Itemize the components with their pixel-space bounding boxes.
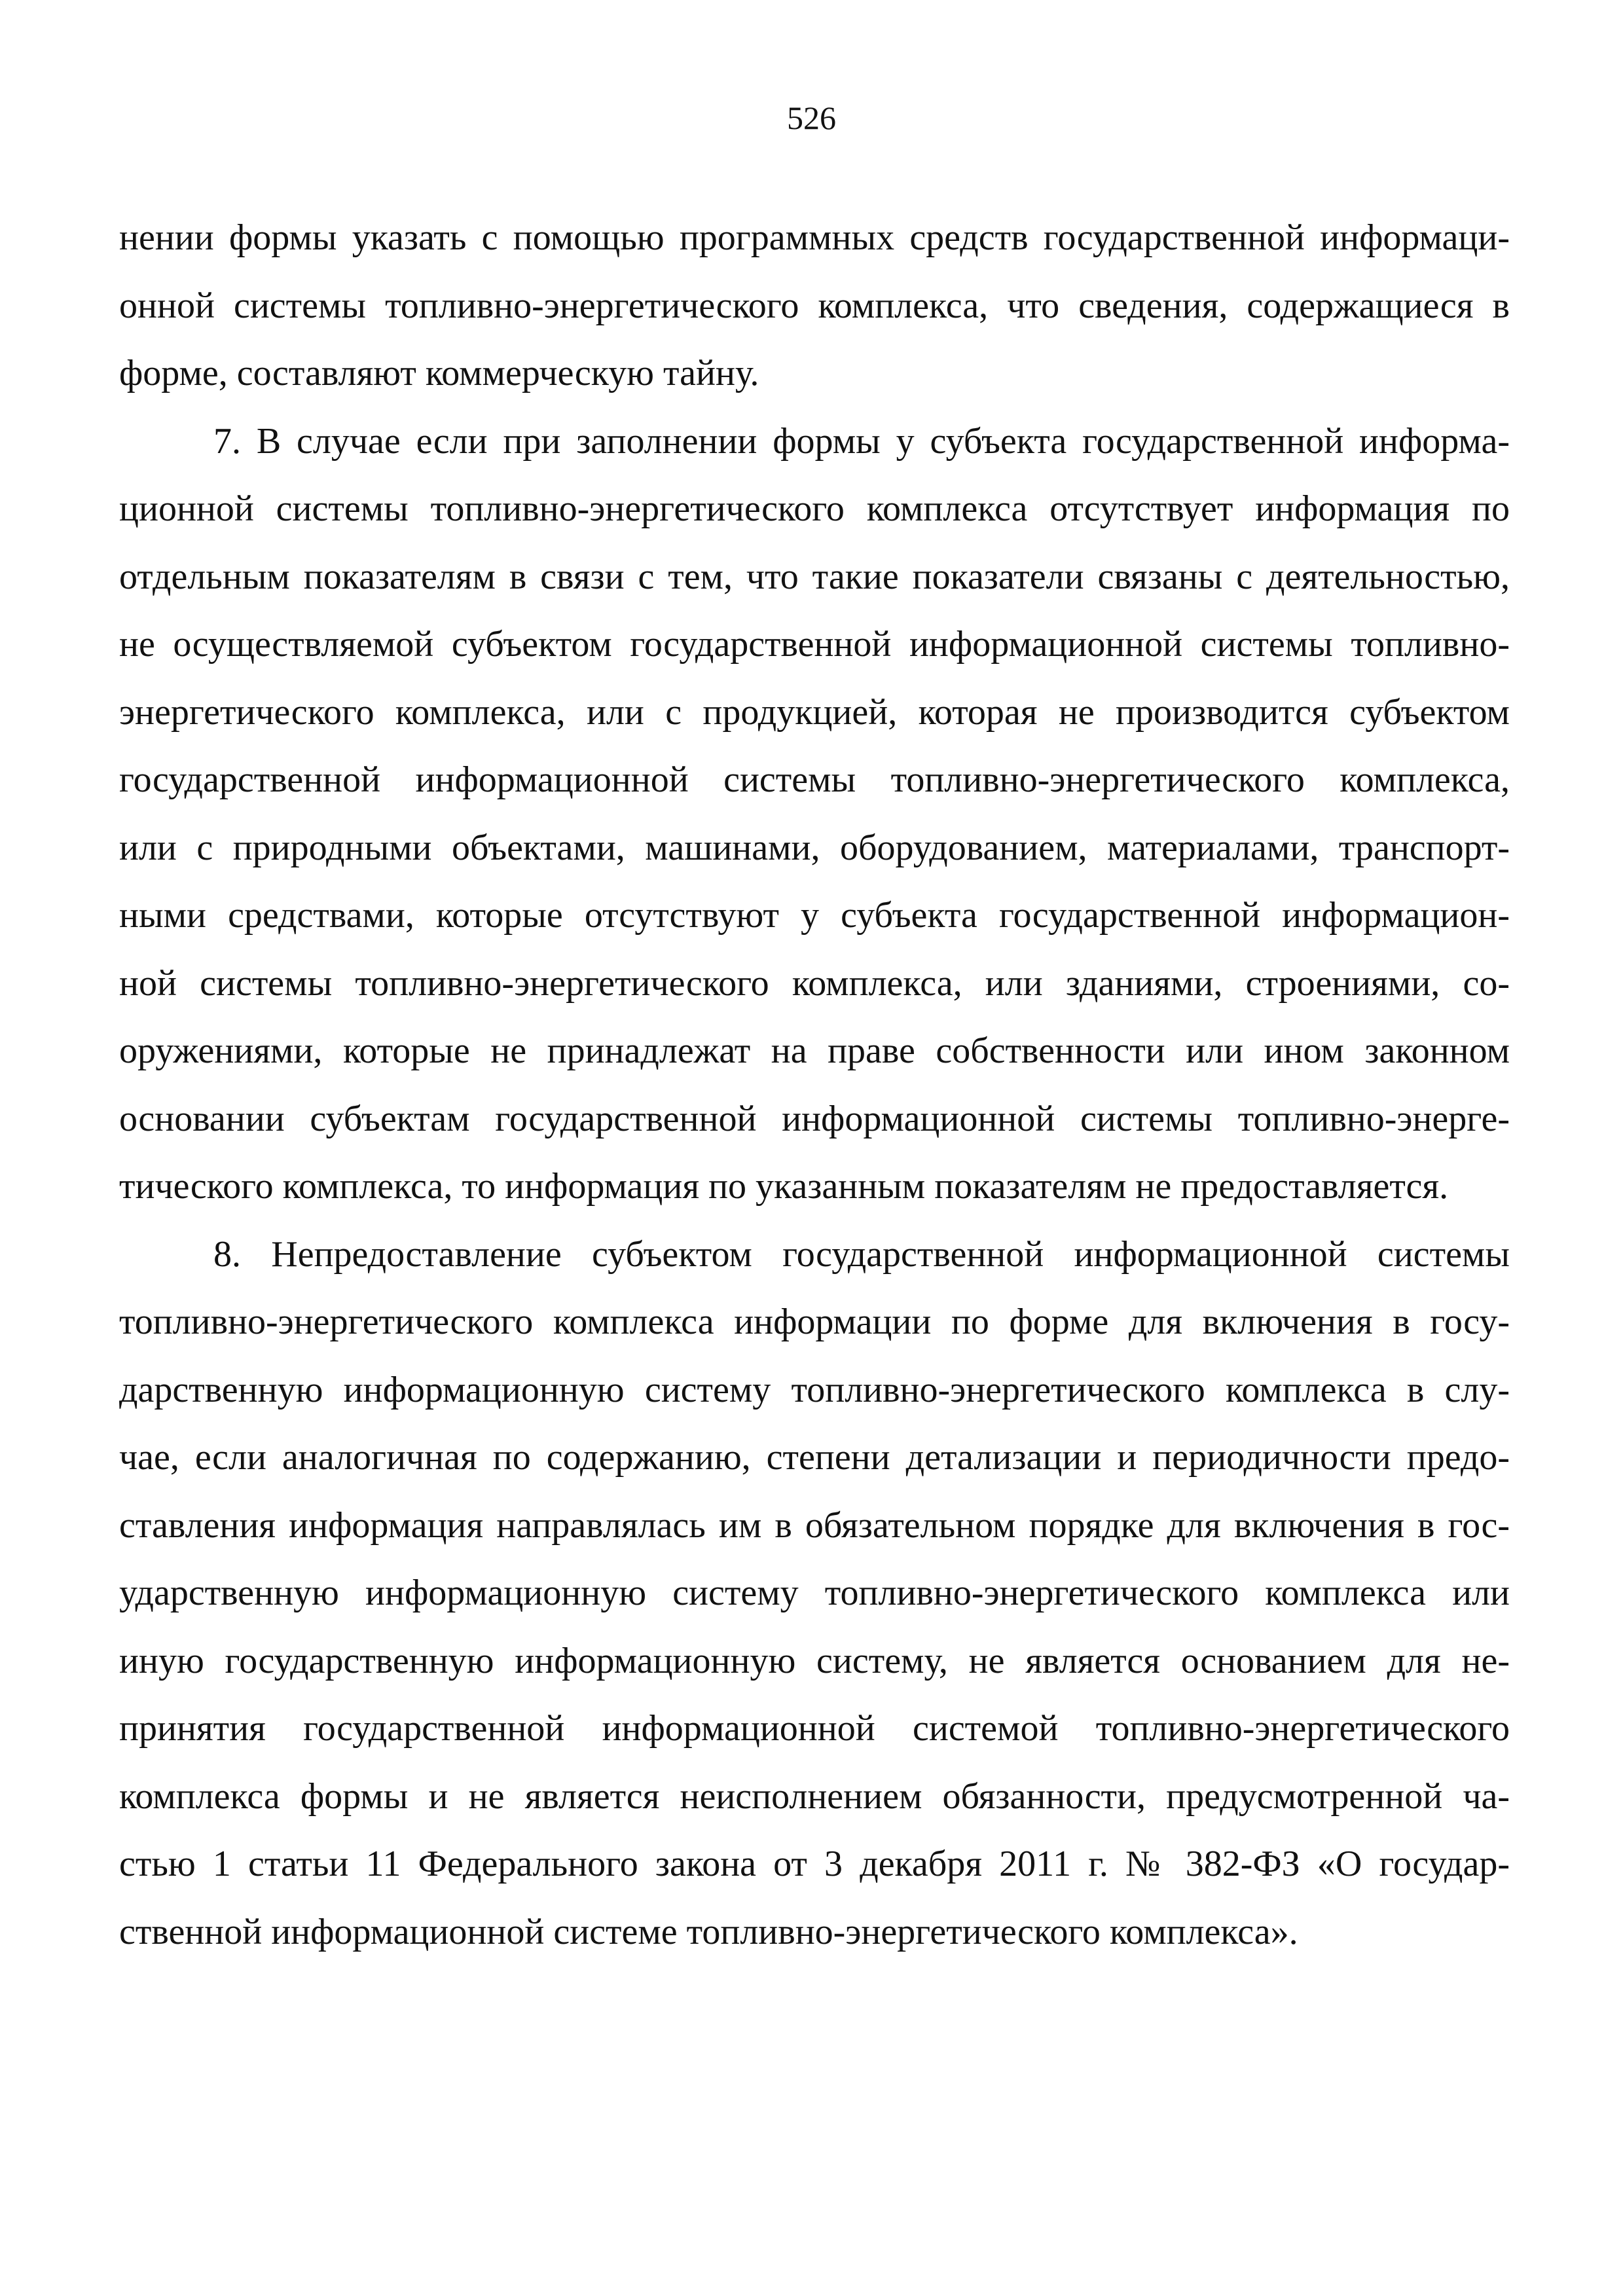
text-line: иную государственную информационную систему, не является основанием для не- — [119, 1640, 1510, 1681]
paragraph-item-7 — [119, 408, 1510, 1221]
text-line: ставления информация направлялась им в обязательном порядке для включения в гос- — [119, 1504, 1510, 1546]
text-line: топливно-энергетического комплекса информации по форме для включения в госу- — [119, 1302, 1510, 1342]
text-line: ционной системы топливно-энергетического комплекса отсутствует информация по — [119, 488, 1510, 529]
text-line: ной системы топливно-энергетического комплекса, или зданиями, строениями, со- — [119, 962, 1510, 1004]
text-line: не осуществляемой субъектом государственной информационной системы топливно- — [119, 624, 1510, 665]
body-text — [119, 204, 1510, 1966]
paragraph-item-8 — [119, 1221, 1510, 1967]
text-line: ственной информационной системе топливно-энергетического комплекса». — [119, 1911, 1298, 1952]
text-line: ными средствами, которые отсутствуют у субъекта государственной информацион- — [119, 895, 1510, 936]
text-line: форме, составляют коммерческую тайну. — [119, 353, 759, 393]
text-line: отдельным показателям в связи с тем, что такие показатели связаны с деятельностью, — [119, 556, 1510, 597]
text-line: энергетического комплекса, или с продукцией, которая не производится субъектом — [119, 691, 1510, 733]
text-line: оружениями, которые не принадлежат на праве собственности или ином законном — [119, 1030, 1510, 1071]
text-line: стью 1 статьи 11 Федерального закона от 3 декабря 2011 г. № 382-ФЗ «О государ- — [119, 1844, 1510, 1884]
text-line: комплекса формы и не является неисполнением обязанности, предусмотренной ча- — [119, 1776, 1510, 1817]
page-number: 526 — [787, 100, 836, 136]
text-line: чае, если аналогичная по содержанию, степени детализации и периодичности предо- — [119, 1437, 1510, 1478]
text-line: нении формы указать с помощью программных средств государственной информаци- — [119, 217, 1510, 258]
text-line: 7. В случае если при заполнении формы у субъекта государственной информа- — [213, 420, 1510, 462]
text-line: или с природными объектами, машинами, оборудованием, материалами, транспорт- — [119, 827, 1510, 868]
paragraph-continuation — [119, 204, 1510, 408]
text-line: 8. Непредоставление субъектом государственной информационной системы — [213, 1233, 1510, 1275]
text-line: ударственную информационную систему топливно-энергетического комплекса или — [119, 1573, 1510, 1613]
text-line: основании субъектам государственной информационной системы топливно-энерге- — [119, 1098, 1510, 1139]
text-line: государственной информационной системы топливно-энергетического комплекса, — [119, 759, 1510, 800]
text-line: принятия государственной информационной системой топливно-энергетического — [119, 1708, 1510, 1749]
text-line: дарственную информационную систему топливно-энергетического комплекса в слу- — [119, 1369, 1510, 1410]
text-line: онной системы топливно-энергетического комплекса, что сведения, содержащиеся в — [119, 285, 1510, 326]
text-line: тического комплекса, то информация по указанным показателям не предоставляется. — [119, 1166, 1449, 1207]
